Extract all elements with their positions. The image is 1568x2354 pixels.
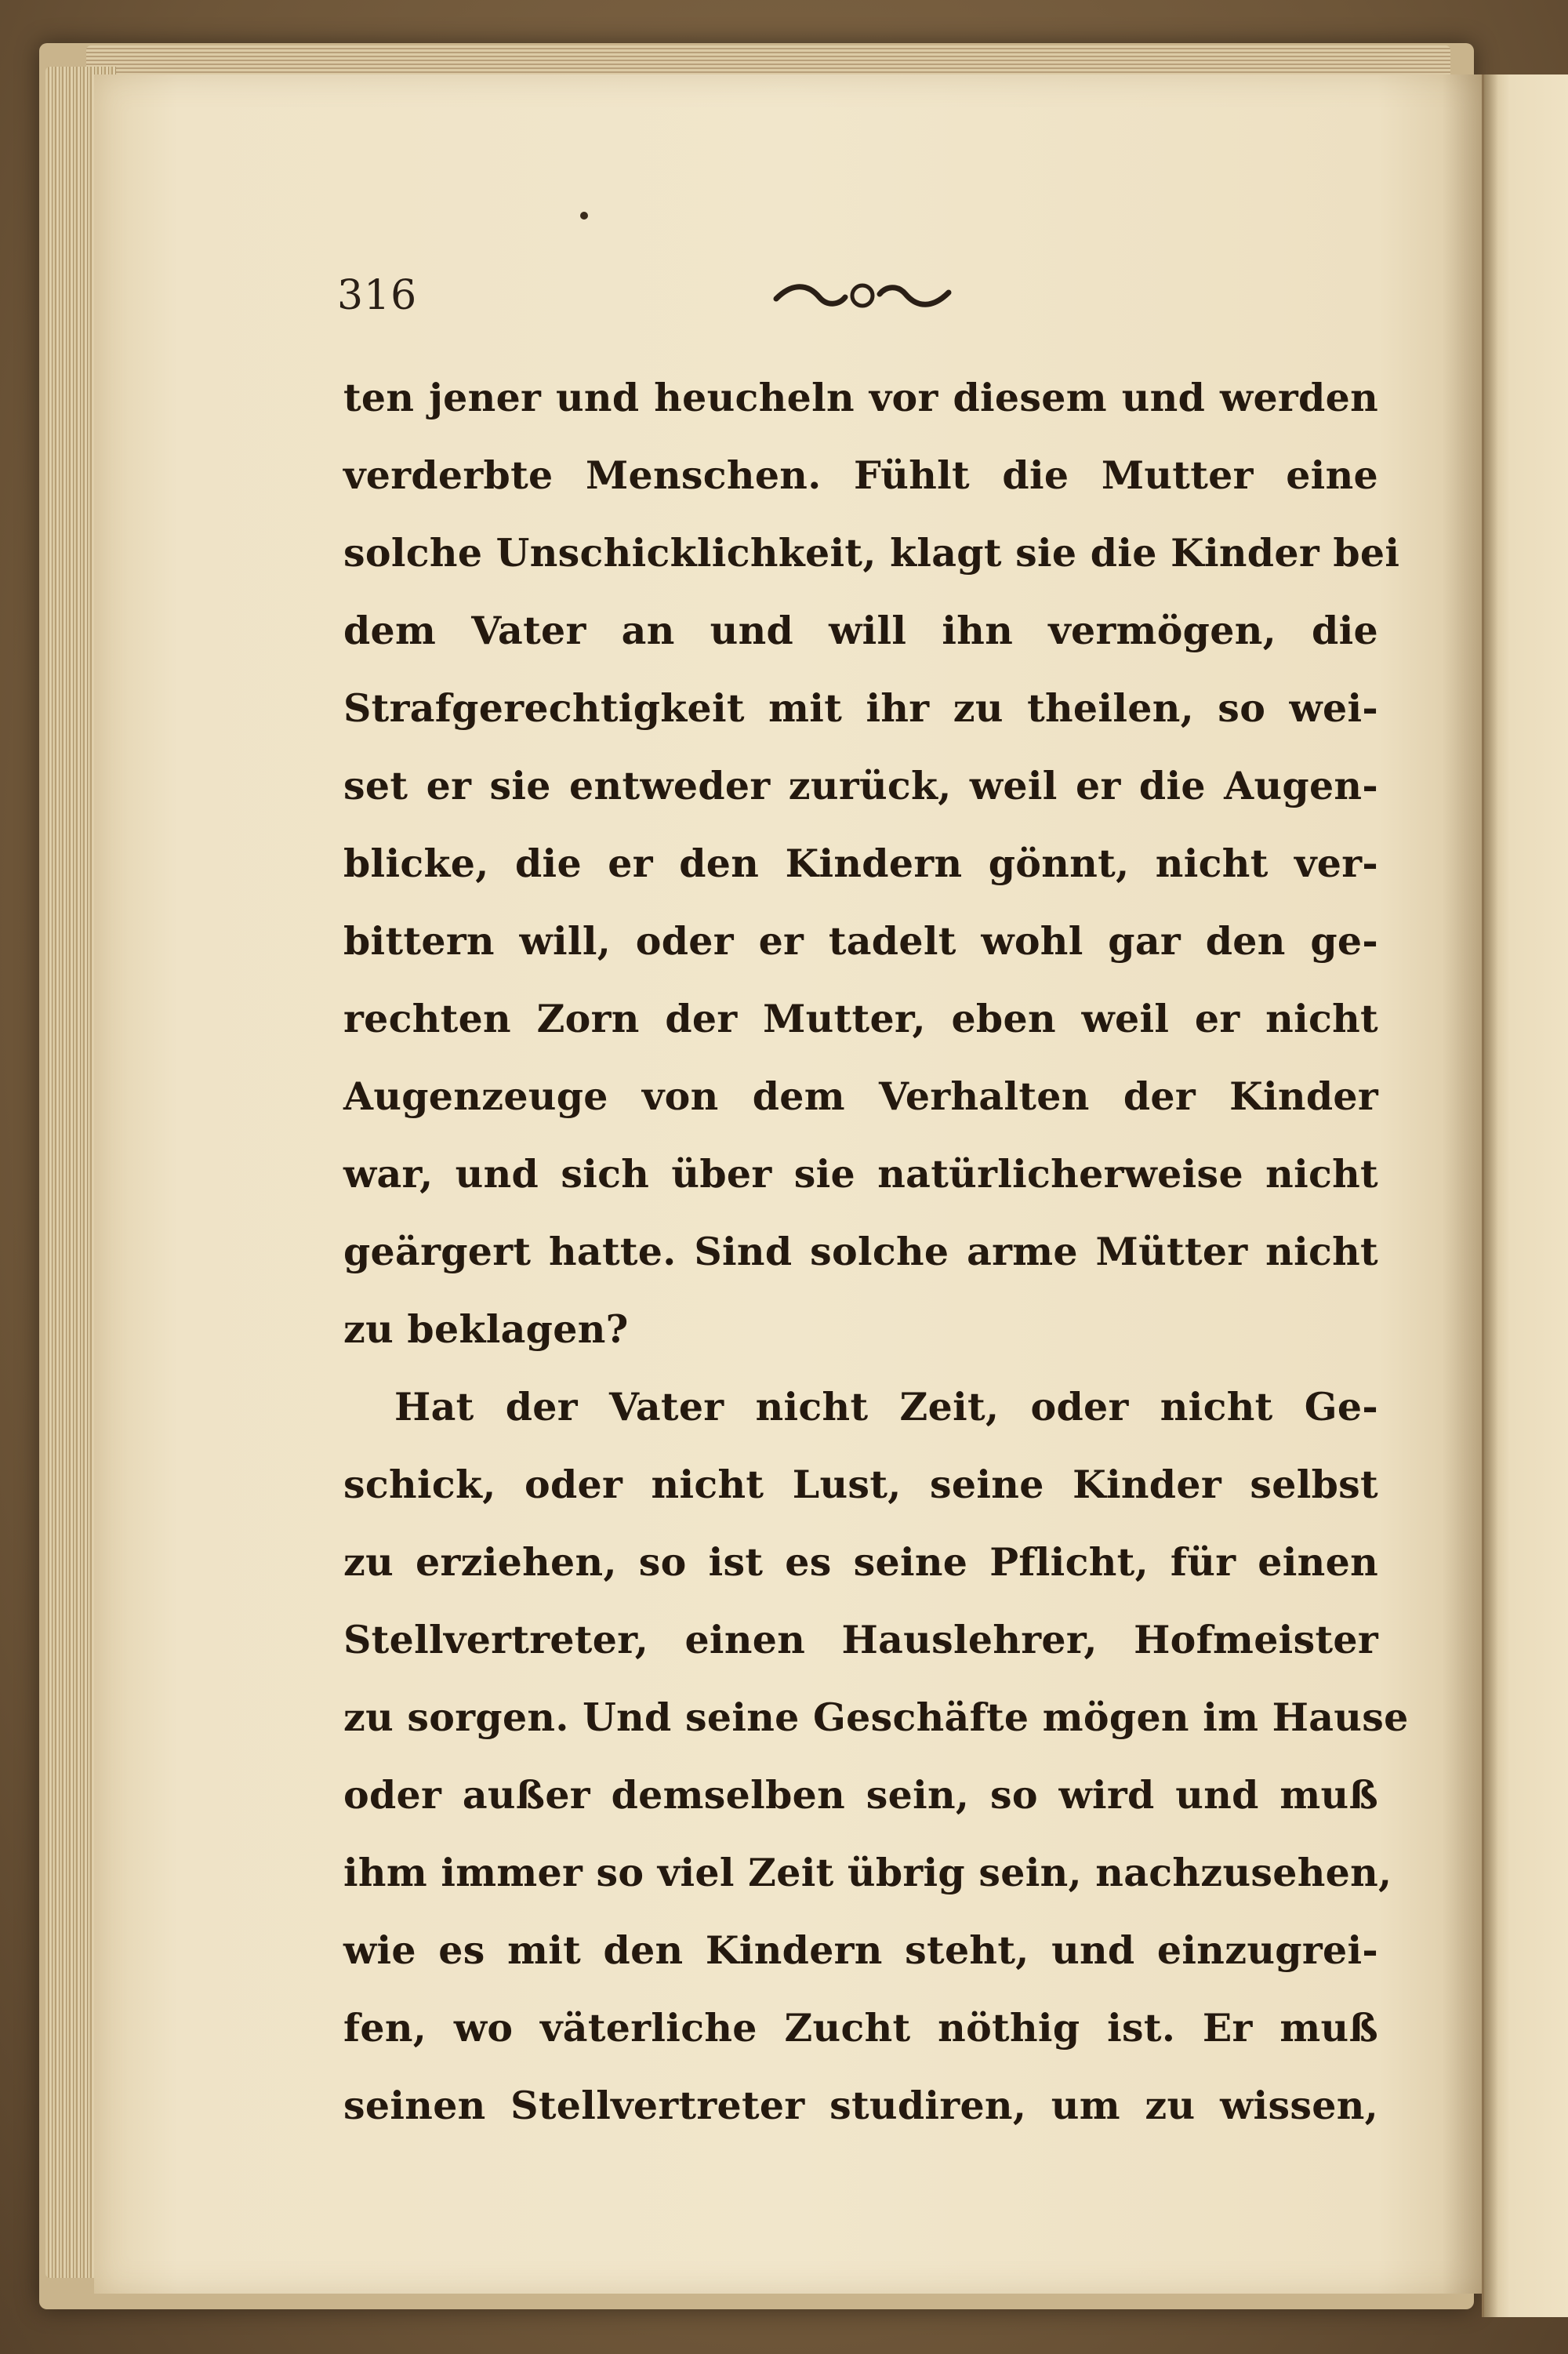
text-line: geärgert hatte. Sind solche arme Mütter nicht [343, 1229, 1378, 1274]
right-page-edge [1482, 74, 1568, 2317]
text-line: ten jener und heucheln vor diesem und werden [343, 375, 1378, 420]
text-line: zu erziehen, so ist es seine Pflicht, für einen [343, 1539, 1378, 1585]
text-line: wie es mit den Kindern steht, und einzugrei- [343, 1927, 1378, 1973]
text-line: rechten Zorn der Mutter, eben weil er nicht [343, 996, 1378, 1041]
text-line: zu sorgen. Und seine Geschäfte mögen im Hause [343, 1695, 1409, 1740]
text-line: ihm immer so viel Zeit übrig sein, nachzusehen, [343, 1850, 1392, 1895]
text-line: zu beklagen? [343, 1306, 629, 1352]
text-line: solche Unschicklichkeit, klagt sie die Kinder bei [343, 530, 1400, 576]
text-line: fen, wo väterliche Zucht nöthig ist. Er muß [343, 2005, 1378, 2051]
text-line: Augenzeuge von dem Verhalten der Kinder [343, 1073, 1378, 1119]
text-line: Strafgerechtigkeit mit ihr zu theilen, so wei- [343, 685, 1378, 731]
text-line: Hat der Vater nicht Zeit, oder nicht Ge- [394, 1384, 1378, 1429]
text-line: seinen Stellvertreter studiren, um zu wissen, [343, 2083, 1378, 2128]
text-line: blicke, die er den Kindern gönnt, nicht ver- [343, 841, 1378, 886]
body-text [343, 359, 1409, 2145]
spine-shadow [1443, 74, 1486, 2294]
text-line: oder außer demselben sein, so wird und muß [343, 1772, 1378, 1818]
text-line: schick, oder nicht Lust, seine Kinder selbst [343, 1462, 1378, 1507]
swirl-ornament-icon [760, 266, 964, 321]
text-line: set er sie entweder zurück, weil er die Augen- [343, 763, 1378, 808]
text-line: dem Vater an und will ihn vermögen, die [343, 608, 1378, 653]
text-line: bittern will, oder er tadelt wohl gar den ge- [343, 918, 1378, 964]
running-header [337, 263, 1380, 333]
text-line: Stellvertreter, einen Hauslehrer, Hofmeister [343, 1617, 1378, 1662]
ink-speck [580, 212, 588, 220]
page-top-edges [86, 45, 1450, 75]
text-line: verderbte Menschen. Fühlt die Mutter eine [343, 452, 1378, 498]
text-line: war, und sich über sie natürlicherweise nicht [343, 1151, 1378, 1197]
page-number: 316 [337, 272, 418, 319]
